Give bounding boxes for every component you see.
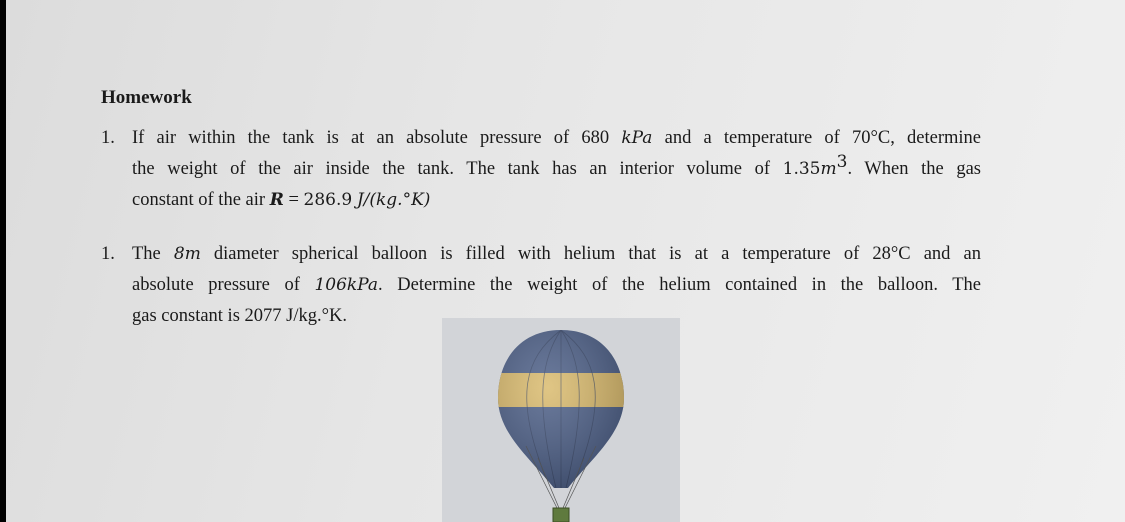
problem-number: 1. [101,128,115,148]
hot-air-balloon-image [442,318,680,522]
heading: Homework [101,87,192,108]
problem-line: The 8m diameter spherical balloon is filled with helium that is at a temperature of 28°C and an [132,244,981,264]
problem-1 [101,123,981,216]
problem-line: absolute pressure of 106kPa. Determine the weight of the helium contained in the balloon. The [132,275,981,295]
balloon-icon [442,318,680,522]
problem-number: 1. [101,244,115,264]
problem-line: gas constant is 2077 J/kg.°K. [132,306,347,326]
document-page [6,0,1125,522]
problem-line: If air within the tank is at an absolute pressure of 680 kPa and a temperature of 70°C, determine [132,128,982,148]
problem-line: the weight of the air inside the tank. The tank has an interior volume of $1.35m^3$. When the gas [132,152,981,179]
problem-text [132,123,981,216]
problem-line: constant of the air R = 286.9 J/(kg.°K) [132,190,431,210]
